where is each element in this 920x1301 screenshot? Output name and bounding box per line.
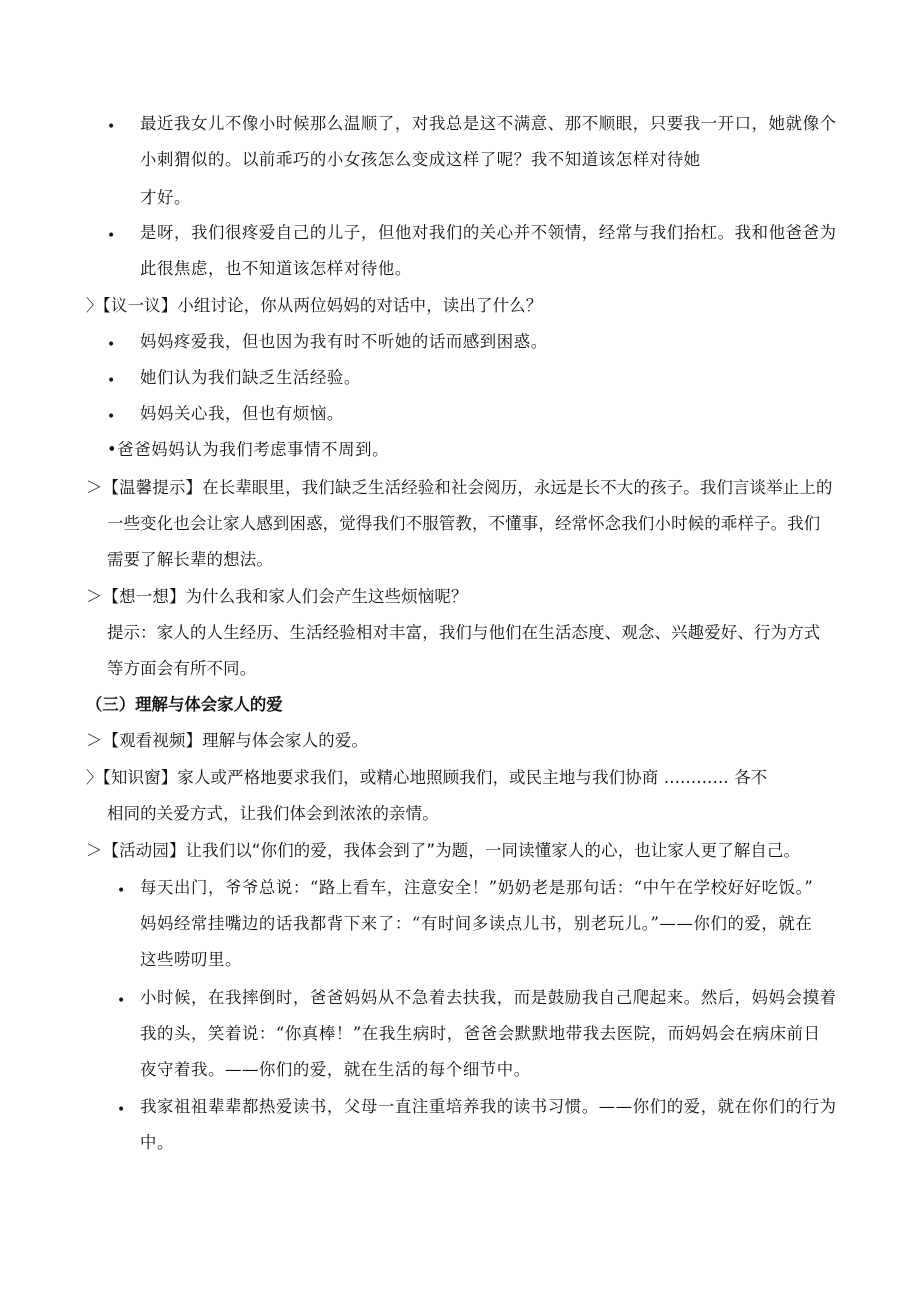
warm-tip-line-1: ＞【温馨提示】在长辈眼里，我们缺乏生活经验和社会阅历，永远是长不大的孩子。我们言谈举止上的 bbox=[86, 478, 833, 497]
activity-item-3-line-1: 我家祖祖辈辈都热爱读书，父母一直注重培养我的读书习惯。——你们的爱，就在你们的行为 bbox=[140, 1097, 837, 1116]
mother-quote-2-line-2: 此很焦虑，也不知道该怎样对待他。 bbox=[140, 259, 412, 278]
activity-item-1-line-2: 妈妈经常挂嘴边的话我都背下来了：“有时间多读点儿书，别老玩儿。”——你们的爱，就在 bbox=[140, 914, 813, 933]
activity-item-2-line-3: 夜守着我。——你们的爱，就在生活的每个细节中。 bbox=[140, 1060, 531, 1079]
discussion-heading: 〉【议一议】小组讨论，你从两位妈妈的对话中，读出了什么？ bbox=[86, 296, 543, 315]
watch-video-line: ＞【观看视频】理解与体会家人的爱。 bbox=[86, 731, 369, 750]
mother-quote-1-line-1: 最近我女儿不像小时候那么温顺了，对我总是这不满意、那不顺眼，只要我一开口，她就像个 bbox=[140, 114, 837, 133]
think-hint-line-2: 等方面会有所不同。 bbox=[107, 659, 257, 678]
mother-quote-1-line-2: 小刺猬似的。以前乖巧的小女孩怎么变成这样了呢？我不知道该怎样对待她 bbox=[140, 150, 701, 169]
bullet-mark: • bbox=[117, 883, 126, 899]
activity-item-1-line-1: 每天出门，爷爷总说：“路上看车，注意安全！”奶奶老是那句话：“中午在学校好好吃饭。” bbox=[140, 878, 814, 897]
bullet-mark: • bbox=[107, 228, 116, 244]
knowledge-window-line-2: 相同的关爱方式，让我们体会到浓浓的亲情。 bbox=[107, 804, 439, 823]
bullet-mark: • bbox=[107, 373, 116, 389]
knowledge-window-line-1: 〉【知识窗】家人或严格地要求我们，或精心地照顾我们，或民主地与我们协商 ............ 各不 bbox=[86, 768, 768, 787]
mother-quote-1-line-3: 才好。 bbox=[140, 188, 191, 207]
think-heading: ＞【想一想】为什么我和家人们会产生这些烦恼呢？ bbox=[86, 587, 468, 606]
discussion-answer-3: 妈妈关心我，但也有烦恼。 bbox=[140, 404, 344, 423]
bullet-mark: • bbox=[117, 1102, 126, 1118]
activity-item-1-line-3: 这些唠叨里。 bbox=[140, 950, 242, 969]
warm-tip-line-2: 一些变化也会让家人感到困惑，觉得我们不服管教，不懂事，经常怀念我们小时候的乖样子。我们 bbox=[107, 514, 821, 533]
bullet-mark: • bbox=[117, 993, 126, 1009]
discussion-answer-4: •爸爸妈妈认为我们考虑事情不周到。 bbox=[107, 440, 390, 459]
activity-item-3-line-2: 中。 bbox=[140, 1133, 174, 1152]
activity-item-2-line-2: 我的头，笑着说：“你真棒！”在我生病时，爸爸会默默地带我去医院，而妈妈会在病床前日 bbox=[140, 1024, 821, 1043]
activity-item-2-line-1: 小时候，在我摔倒时，爸爸妈妈从不急着去扶我，而是鼓励我自己爬起来。然后，妈妈会摸着 bbox=[140, 988, 837, 1007]
section-heading: （三）理解与体会家人的爱 bbox=[86, 695, 283, 714]
bullet-mark: • bbox=[107, 337, 116, 353]
bullet-mark: • bbox=[107, 119, 116, 135]
activity-heading: ＞【活动园】让我们以“你们的爱，我体会到了”为题，一同读懂家人的心，也让家人更了解自己。 bbox=[86, 841, 801, 860]
discussion-answer-2: 她们认为我们缺乏生活经验。 bbox=[140, 368, 361, 387]
bullet-mark: • bbox=[107, 409, 116, 425]
warm-tip-line-3: 需要了解长辈的想法。 bbox=[107, 550, 273, 569]
think-hint-line-1: 提示：家人的人生经历、生活经验相对丰富，我们与他们在生活态度、观念、兴趣爱好、行为方式 bbox=[107, 623, 821, 642]
discussion-answer-1: 妈妈疼爱我，但也因为我有时不听她的话而感到困惑。 bbox=[140, 332, 548, 351]
mother-quote-2-line-1: 是呀，我们很疼爱自己的儿子，但他对我们的关心并不领情，经常与我们抬杠。我和他爸爸为 bbox=[140, 223, 837, 242]
